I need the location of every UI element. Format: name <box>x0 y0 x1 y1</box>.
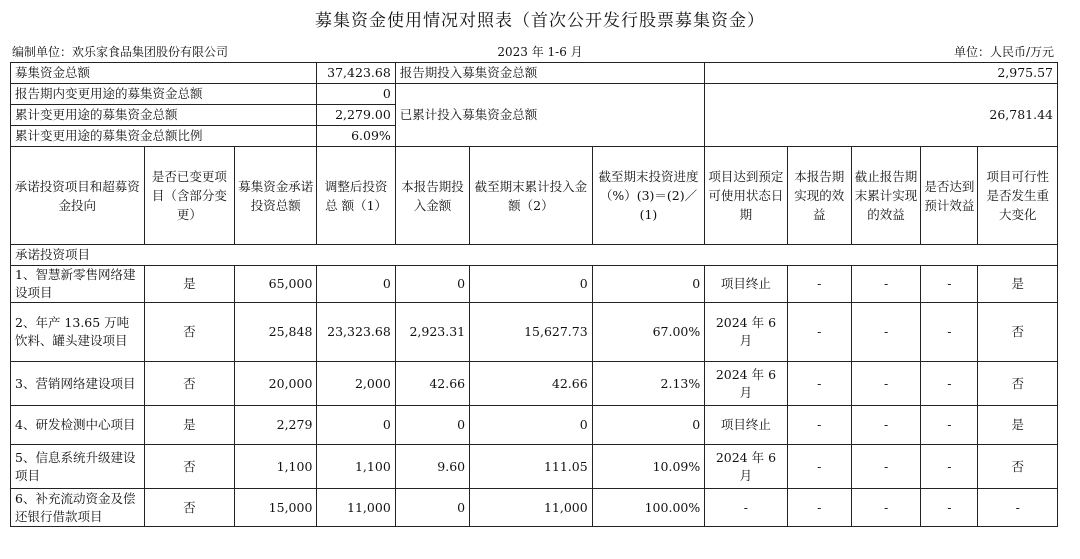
cell: 否 <box>978 445 1058 489</box>
header-cell: 承诺投资项目和超募资金投向 <box>11 147 145 245</box>
cell: 否 <box>144 489 234 527</box>
cell: 0 <box>317 266 395 303</box>
cell: 0 <box>592 406 705 445</box>
cumulative-changed-ratio-label: 累计变更用途的募集资金总额比例 <box>11 126 317 147</box>
cell: 0 <box>470 406 593 445</box>
cell: - <box>787 406 851 445</box>
table-row <box>11 303 1058 362</box>
table-row <box>11 362 1058 406</box>
cell: 0 <box>317 406 395 445</box>
cumulative-invested-value: 26,781.44 <box>705 84 1058 147</box>
cell: - <box>978 489 1058 527</box>
project-name: 4、研发检测中心项目 <box>11 406 145 445</box>
cell: - <box>705 489 787 527</box>
cell: 1,100 <box>317 445 395 489</box>
cell: 0 <box>395 266 469 303</box>
cell: 42.66 <box>470 362 593 406</box>
header-cell: 是否已变更项目（含部分变更） <box>144 147 234 245</box>
project-name: 1、智慧新零售网络建设项目 <box>11 266 145 303</box>
cell: 2,279 <box>235 406 317 445</box>
header-cell: 本报告期实现的效益 <box>787 147 851 245</box>
cell: 否 <box>144 362 234 406</box>
cell: 15,000 <box>235 489 317 527</box>
cell: 2,000 <box>317 362 395 406</box>
cumulative-changed-value: 2,279.00 <box>317 105 395 126</box>
total-raised-value: 37,423.68 <box>317 63 395 84</box>
cell: - <box>787 266 851 303</box>
period-invested-label: 报告期投入募集资金总额 <box>395 63 704 84</box>
header-cell: 截止报告期末累计实现的效益 <box>851 147 920 245</box>
header-cell: 本报告期投入金额 <box>395 147 469 245</box>
cell: 0 <box>592 266 705 303</box>
section-label: 承诺投资项目 <box>11 245 1058 266</box>
cell: - <box>787 445 851 489</box>
cell: 0 <box>395 406 469 445</box>
cell: - <box>787 362 851 406</box>
project-name: 2、年产 13.65 万吨饮料、罐头建设项目 <box>11 303 145 362</box>
report-title: 募集资金使用情况对照表（首次公开发行股票募集资金） <box>315 11 765 31</box>
cell: - <box>851 266 920 303</box>
cell: - <box>851 406 920 445</box>
cell: 1,100 <box>235 445 317 489</box>
cell: 15,627.73 <box>470 303 593 362</box>
project-name: 6、补充流动资金及偿还银行借款项目 <box>11 489 145 527</box>
table-row <box>11 445 1058 489</box>
cell: - <box>787 489 851 527</box>
cell: 是 <box>144 266 234 303</box>
cell: 23,323.68 <box>317 303 395 362</box>
header-cell: 募集资金承诺投资总额 <box>235 147 317 245</box>
cell: 2,923.31 <box>395 303 469 362</box>
cell: 是 <box>978 266 1058 303</box>
project-name: 3、营销网络建设项目 <box>11 362 145 406</box>
table-row <box>11 489 1058 527</box>
project-name: 5、信息系统升级建设项目 <box>11 445 145 489</box>
cell: - <box>787 303 851 362</box>
cell: 2024 年 6 月 <box>705 362 787 406</box>
cell: 10.09% <box>592 445 705 489</box>
cell: 否 <box>978 362 1058 406</box>
cell: 65,000 <box>235 266 317 303</box>
cell: 11,000 <box>470 489 593 527</box>
funds-usage-table <box>10 62 1058 527</box>
cell: - <box>921 445 978 489</box>
cell: 0 <box>470 266 593 303</box>
cell: 2.13% <box>592 362 705 406</box>
cell: 2024 年 6 月 <box>705 445 787 489</box>
cell: - <box>851 489 920 527</box>
cell: 是 <box>144 406 234 445</box>
changed-in-period-value: 0 <box>317 84 395 105</box>
cell: - <box>921 406 978 445</box>
cell: - <box>921 489 978 527</box>
company-label: 编制单位：欢乐家食品集团股份有限公司 <box>12 45 229 59</box>
report-period: 2023 年 1-6 月 <box>497 45 583 59</box>
header-cell: 调整后投资 总 额（1） <box>317 147 395 245</box>
table-row <box>11 266 1058 303</box>
cell: 项目终止 <box>705 406 787 445</box>
table-row <box>11 406 1058 445</box>
cumulative-changed-label: 累计变更用途的募集资金总额 <box>11 105 317 126</box>
cell: 0 <box>395 489 469 527</box>
cell: 否 <box>978 303 1058 362</box>
cell: 25,848 <box>235 303 317 362</box>
header-cell: 截至期末累计投入金额（2） <box>470 147 593 245</box>
cell: 2024 年 6 月 <box>705 303 787 362</box>
cell: - <box>921 266 978 303</box>
cell: 100.00% <box>592 489 705 527</box>
cumulative-changed-ratio-value: 6.09% <box>317 126 395 147</box>
cell: 20,000 <box>235 362 317 406</box>
header-cell: 项目可行性是否发生重大变化 <box>978 147 1058 245</box>
cell: - <box>921 362 978 406</box>
currency-unit: 单位：人民币/万元 <box>953 45 1054 59</box>
cell: 42.66 <box>395 362 469 406</box>
cell: - <box>921 303 978 362</box>
cell: 否 <box>144 445 234 489</box>
period-invested-value: 2,975.57 <box>705 63 1058 84</box>
header-cell: 是否达到预计效益 <box>921 147 978 245</box>
total-raised-label: 募集资金总额 <box>11 63 317 84</box>
cell: 11,000 <box>317 489 395 527</box>
cell: 67.00% <box>592 303 705 362</box>
cell: - <box>851 303 920 362</box>
changed-in-period-label: 报告期内变更用途的募集资金总额 <box>11 84 317 105</box>
cumulative-invested-label: 已累计投入募集资金总额 <box>395 84 704 147</box>
cell: 项目终止 <box>705 266 787 303</box>
cell: 是 <box>978 406 1058 445</box>
cell: 否 <box>144 303 234 362</box>
header-cell: 截至期末投资进度（%）(3)＝(2)／(1) <box>592 147 705 245</box>
cell: - <box>851 362 920 406</box>
cell: 9.60 <box>395 445 469 489</box>
header-cell: 项目达到预定可使用状态日期 <box>705 147 787 245</box>
cell: 111.05 <box>470 445 593 489</box>
cell: - <box>851 445 920 489</box>
